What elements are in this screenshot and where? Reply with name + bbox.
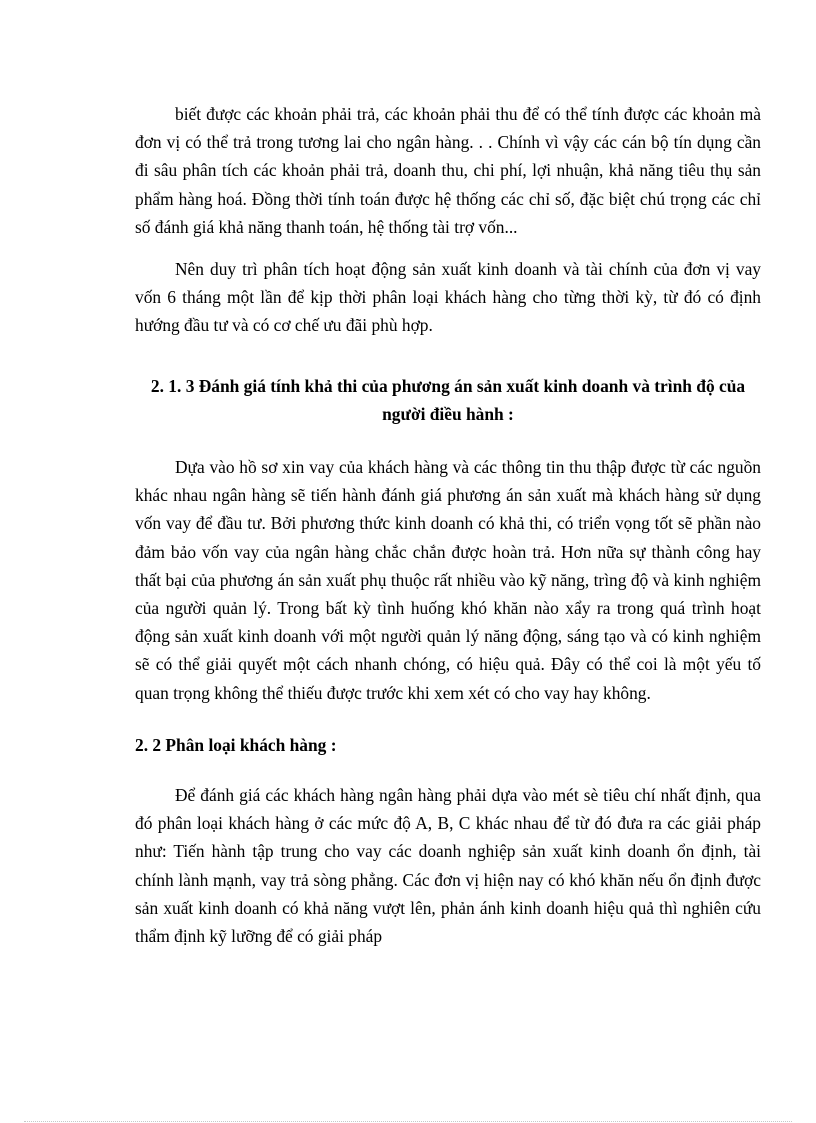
body-paragraph: Nên duy trì phân tích hoạt động sản xuất kinh doanh và tài chính của đơn vị vay vốn 6 tháng một lần để kịp thời phân loại khách hàng cho từng thời kỳ, từ đó có định hướng đầu tư và có cơ chế ưu đãi phù hợp. [135,259,761,336]
page-bottom-rule [24,1121,792,1122]
body-paragraph: Dựa vào hồ sơ xin vay của khách hàng và các thông tin thu thập được từ các nguồn khác nhau ngân hàng sẽ tiến hành đánh giá phương án sản xuất mà khách hàng sử dụng vốn vay để đầu tư. Bởi phương thức kinh doanh có khả thi, có triển vọng tốt sẽ phần nào đảm bảo vốn vay của ngân hàng chắc chắn được hoàn trả. Hơn nữa sự thành công hay thất bại của phương án sản xuất phụ thuộc rất nhiều vào kỹ năng, trìng độ và kinh nghiệm của người quản lý. Trong bất kỳ tình huống khó khăn nào xẩy ra trong quá trình hoạt động sản xuất kinh doanh với một người quản lý năng động, sáng tạo và có kinh nghiệm sẽ có thể giải quyết một cách nhanh chóng, có hiệu quả. Đây có thể coi là một yếu tố quan trọng không thể thiếu được trước khi xem xét có cho vay hay không. [135,457,761,703]
document-page [135,100,761,950]
section-heading: 2. 1. 3 Đánh giá tính khả thi của phương án sản xuất kinh doanh và trình độ của người điều hành : [150,375,746,424]
body-paragraph: biết được các khoản phải trả, các khoản phải thu để có thể tính được các khoản mà đơn vị có thể trả trong tương lai cho ngân hàng. . . Chính vì vậy các cán bộ tín dụng cần đi sâu phân tích các khoản phải trả, doanh thu, chi phí, lợi nhuận, khả năng tiêu thụ sản phẩm hàng hoá. Đồng thời tính toán được hệ thống các chỉ số, đặc biệt chú trọng các chỉ số đánh giá khả năng thanh toán, hệ thống tài trợ vốn... [135,104,761,237]
section-heading: 2. 2 Phân loại khách hàng : [135,734,337,755]
body-paragraph: Để đánh giá các khách hàng ngân hàng phải dựa vào mét sè tiêu chí nhất định, qua đó phân loại khách hàng ở các mức độ A, B, C khác nhau để từ đó đưa ra các giải pháp như: Tiến hành tập trung cho vay các doanh nghiệp sản xuất kinh doanh ổn định, tài chính lành mạnh, vay trả sòng phẳng. Các đơn vị hiện nay có khó khăn nếu ổn định được sản xuất kinh doanh có khả năng vượt lên, phản ánh kinh doanh hiệu quả thì nghiên cứu thẩm định kỹ lưỡng để có giải pháp [135,785,761,947]
